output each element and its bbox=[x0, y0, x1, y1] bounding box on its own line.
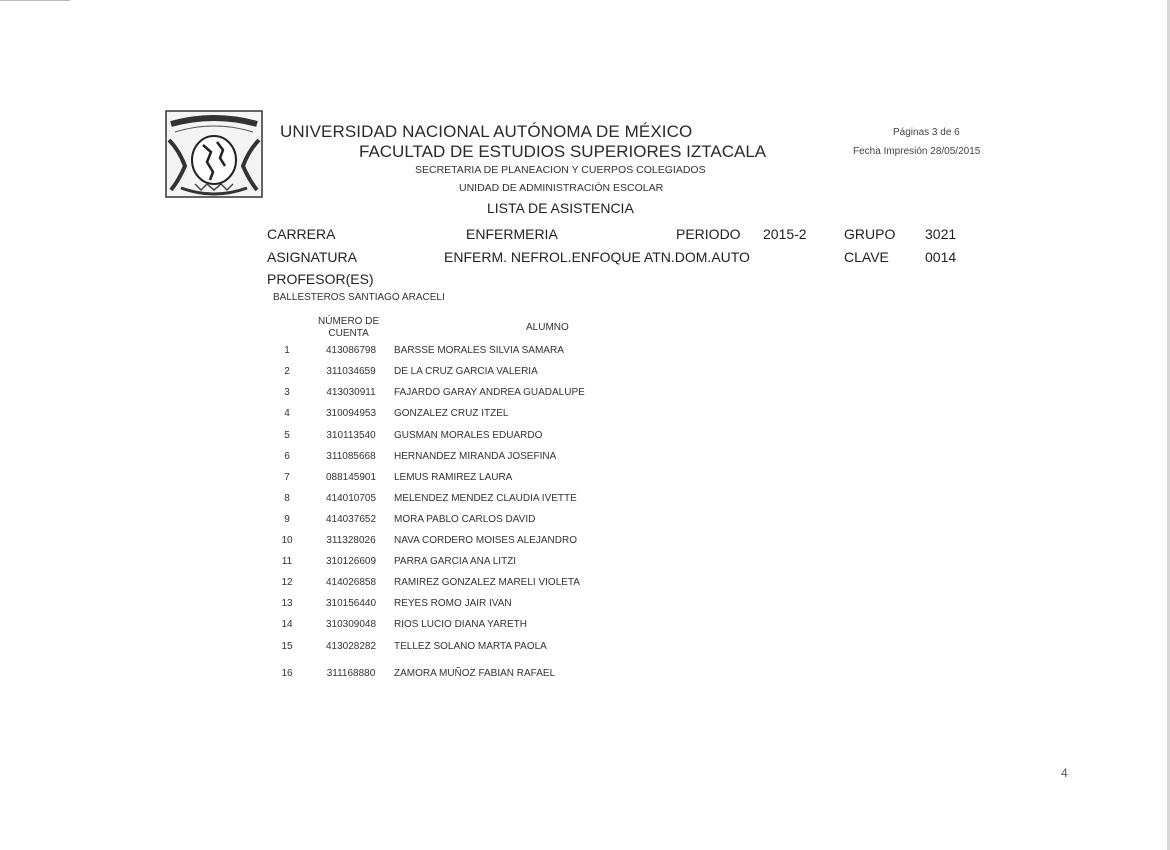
row-number: 16 bbox=[281, 668, 293, 679]
student-name: HERNANDEZ MIRANDA JOSEFINA bbox=[394, 451, 557, 462]
paginas-label: Páginas bbox=[893, 127, 930, 138]
table-row bbox=[0, 641, 1170, 657]
paginas-value: 3 de 6 bbox=[931, 127, 960, 138]
table-row bbox=[0, 387, 1170, 403]
account-number: 414010705 bbox=[325, 493, 377, 504]
row-number: 14 bbox=[281, 619, 293, 630]
account-number: 413028282 bbox=[325, 641, 377, 652]
table-row bbox=[0, 345, 1170, 361]
university-title: UNIVERSIDAD NACIONAL AUTÓNOMA DE MÉXICO bbox=[280, 122, 693, 141]
row-number: 3 bbox=[284, 387, 290, 398]
student-name: REYES ROMO JAIR IVAN bbox=[394, 598, 512, 609]
asignatura-label: ASIGNATURA bbox=[267, 249, 357, 265]
table-row bbox=[0, 472, 1170, 488]
table-row bbox=[0, 451, 1170, 467]
periodo-label: PERIODO bbox=[676, 226, 741, 242]
account-number: 310309048 bbox=[325, 619, 377, 630]
carrera-value: ENFERMERIA bbox=[466, 226, 558, 242]
student-name: TELLEZ SOLANO MARTA PAOLA bbox=[394, 641, 547, 652]
student-name: ZAMORA MUÑOZ FABIAN RAFAEL bbox=[394, 668, 556, 679]
student-name: BARSSE MORALES SILVIA SAMARA bbox=[394, 345, 564, 356]
row-number: 12 bbox=[281, 577, 293, 588]
clave-value: 0014 bbox=[925, 249, 957, 265]
faculty-title: FACULTAD DE ESTUDIOS SUPERIORES IZTACALA bbox=[359, 142, 767, 161]
account-number: 413086798 bbox=[325, 345, 377, 356]
fecha-label: Fecha Impresión bbox=[853, 146, 928, 157]
grupo-label: GRUPO bbox=[844, 226, 896, 242]
row-number: 11 bbox=[281, 556, 293, 567]
periodo-value: 2015-2 bbox=[763, 226, 807, 242]
student-name: GUSMAN MORALES EDUARDO bbox=[394, 430, 543, 441]
account-number: 311168880 bbox=[326, 668, 376, 679]
student-name: MELENDEZ MENDEZ CLAUDIA IVETTE bbox=[394, 493, 577, 504]
table-row bbox=[0, 577, 1170, 593]
account-number: 310156440 bbox=[325, 598, 377, 609]
account-number: 310126609 bbox=[325, 556, 377, 567]
account-number: 310094953 bbox=[325, 408, 377, 419]
clave-label: CLAVE bbox=[844, 249, 889, 265]
profesor-value: BALLESTEROS SANTIAGO ARACELI bbox=[273, 292, 445, 303]
page-number: 4 bbox=[1061, 766, 1068, 780]
table-row bbox=[0, 556, 1170, 572]
row-number: 13 bbox=[281, 598, 293, 609]
table-row bbox=[0, 430, 1170, 446]
student-name: NAVA CORDERO MOISES ALEJANDRO bbox=[394, 535, 578, 546]
account-number: 311085668 bbox=[326, 451, 376, 462]
row-number: 4 bbox=[284, 408, 290, 419]
grupo-value: 3021 bbox=[925, 226, 957, 242]
student-name: MORA PABLO CARLOS DAVID bbox=[394, 514, 536, 525]
student-name: RIOS LUCIO DIANA YARETH bbox=[394, 619, 527, 630]
student-name: DE LA CRUZ GARCIA VALERIA bbox=[394, 366, 538, 377]
row-number: 2 bbox=[284, 366, 290, 377]
student-name: RAMIREZ GONZALEZ MARELI VIOLETA bbox=[394, 577, 580, 588]
col-alumno-header: ALUMNO bbox=[526, 322, 569, 333]
student-name: GONZALEZ CRUZ ITZEL bbox=[394, 408, 509, 419]
table-row bbox=[0, 514, 1170, 530]
profesor-label: PROFESOR(ES) bbox=[267, 271, 374, 287]
student-name: FAJARDO GARAY ANDREA GUADALUPE bbox=[394, 387, 585, 398]
col-cuenta-line2: CUENTA bbox=[328, 328, 369, 339]
table-row bbox=[0, 619, 1170, 635]
account-number: 413030911 bbox=[326, 387, 376, 398]
table-row bbox=[0, 598, 1170, 614]
account-number: 311328026 bbox=[326, 535, 376, 546]
table-row bbox=[0, 366, 1170, 382]
unidad-line: UNIDAD DE ADMINISTRACIÓN ESCOLAR bbox=[459, 182, 664, 194]
row-number: 15 bbox=[281, 641, 293, 652]
col-cuenta-line1: NÚMERO DE bbox=[318, 316, 380, 327]
account-number: 311034659 bbox=[326, 366, 376, 377]
row-number: 8 bbox=[284, 493, 290, 504]
scan-edge-line bbox=[0, 0, 70, 1]
row-number: 5 bbox=[284, 430, 290, 441]
page-info bbox=[893, 127, 960, 138]
account-number: 414026858 bbox=[325, 577, 377, 588]
table-row bbox=[0, 493, 1170, 509]
row-number: 10 bbox=[281, 535, 293, 546]
student-name: LEMUS RAMIREZ LAURA bbox=[394, 472, 513, 483]
col-cuenta-header bbox=[318, 316, 379, 340]
asignatura-value: ENFERM. NEFROL.ENFOQUE ATN.DOM.AUTO bbox=[444, 249, 750, 265]
account-number: 414037652 bbox=[325, 514, 377, 525]
secretaria-line: SECRETARIA DE PLANEACION Y CUERPOS COLEGIADOS bbox=[415, 164, 706, 176]
table-row bbox=[0, 408, 1170, 424]
fecha-value: 28/05/2015 bbox=[930, 146, 981, 157]
table-row bbox=[0, 535, 1170, 551]
carrera-label: CARRERA bbox=[267, 226, 336, 242]
student-name: PARRA GARCIA ANA LITZI bbox=[394, 556, 517, 567]
document-title: LISTA DE ASISTENCIA bbox=[487, 200, 634, 216]
table-row bbox=[0, 668, 1170, 684]
row-number: 7 bbox=[284, 472, 290, 483]
row-number: 1 bbox=[284, 345, 290, 356]
account-number: 310113540 bbox=[326, 430, 376, 441]
print-date bbox=[853, 146, 980, 157]
account-number: 088145901 bbox=[325, 472, 377, 483]
unam-seal-icon bbox=[165, 110, 263, 198]
row-number: 6 bbox=[284, 451, 290, 462]
row-number: 9 bbox=[284, 514, 290, 525]
